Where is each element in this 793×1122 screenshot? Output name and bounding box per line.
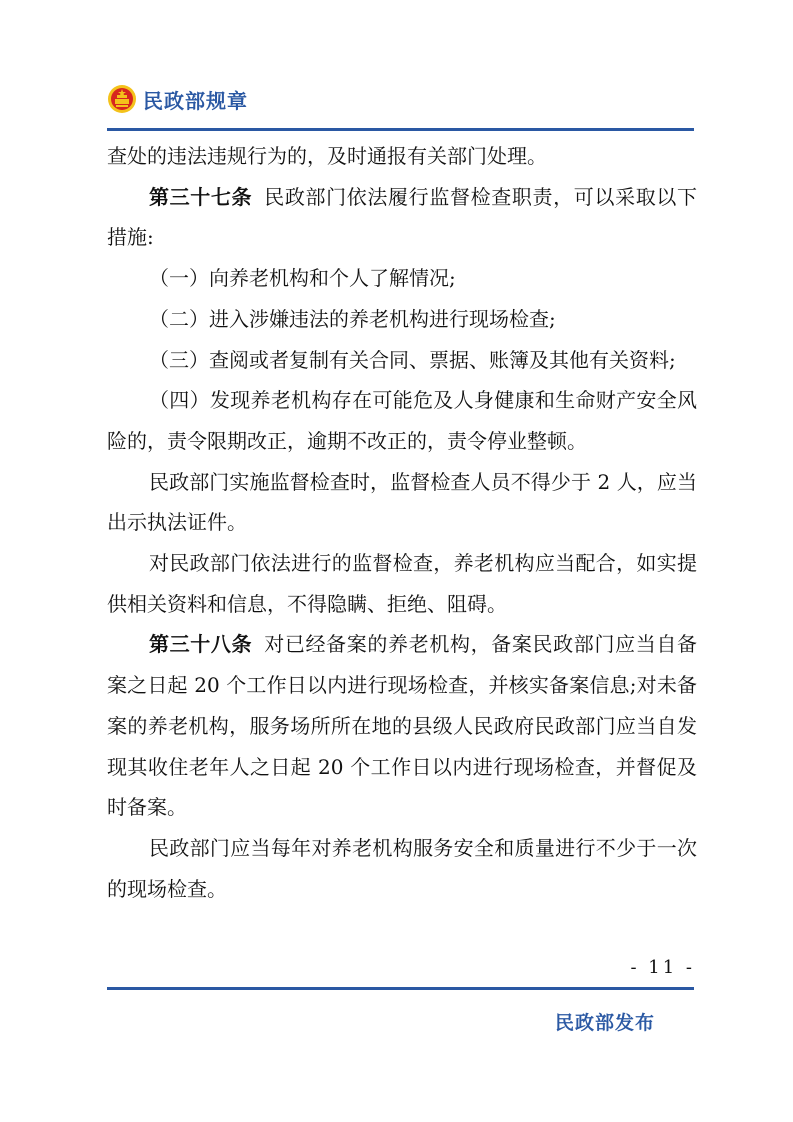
list-item: （二）进入涉嫌违法的养老机构进行现场检查; xyxy=(149,306,556,331)
document-body xyxy=(107,136,697,909)
header-divider xyxy=(107,128,694,131)
national-emblem-icon xyxy=(107,84,137,114)
paragraph: 民政部门实施监督检查时，监督检查人员不得少于 2 人，应当出示执法证件。 xyxy=(107,469,697,535)
article-38: 第三十八条 对已经备案的养老机构，备案民政部门应当自备案之日起 20 个工作日以内进行现场检查，并核实备案信息;对未备案的养老机构，服务场所所在地的县级人民政府民政部门应当自发现其收住老年人之日起 20 个工作日以内进行现场检查，并督促及时备案。 xyxy=(107,632,698,820)
footer-divider xyxy=(107,987,694,990)
article-heading: 第三十七条 xyxy=(149,184,253,209)
list-item: （一）向养老机构和个人了解情况; xyxy=(149,266,456,291)
list-item: （四）发现养老机构存在可能危及人身健康和生命财产安全风险的，责令限期改正，逾期不改正的，责令停业整顿。 xyxy=(107,388,697,453)
page-number: - 11 - xyxy=(630,957,695,978)
list-item: （三）查阅或者复制有关合同、票据、账簿及其他有关资料; xyxy=(149,347,676,372)
paragraph: 查处的违法违规行为的，及时通报有关部门处理。 xyxy=(107,144,547,168)
article-37: 第三十七条 民政部门依法履行监督检查职责，可以采取以下措施: xyxy=(107,184,698,250)
header-title: 民政部规章 xyxy=(143,88,248,113)
paragraph: 民政部门应当每年对养老机构服务安全和质量进行不少于一次的现场检查。 xyxy=(107,835,697,901)
article-heading: 第三十八条 xyxy=(149,632,253,657)
paragraph: 对民政部门依法进行的监督检查，养老机构应当配合，如实提供相关资料和信息，不得隐瞒、拒绝、阻碍。 xyxy=(107,551,697,616)
page-header xyxy=(107,84,248,114)
footer-publisher: 民政部发布 xyxy=(555,1012,656,1034)
